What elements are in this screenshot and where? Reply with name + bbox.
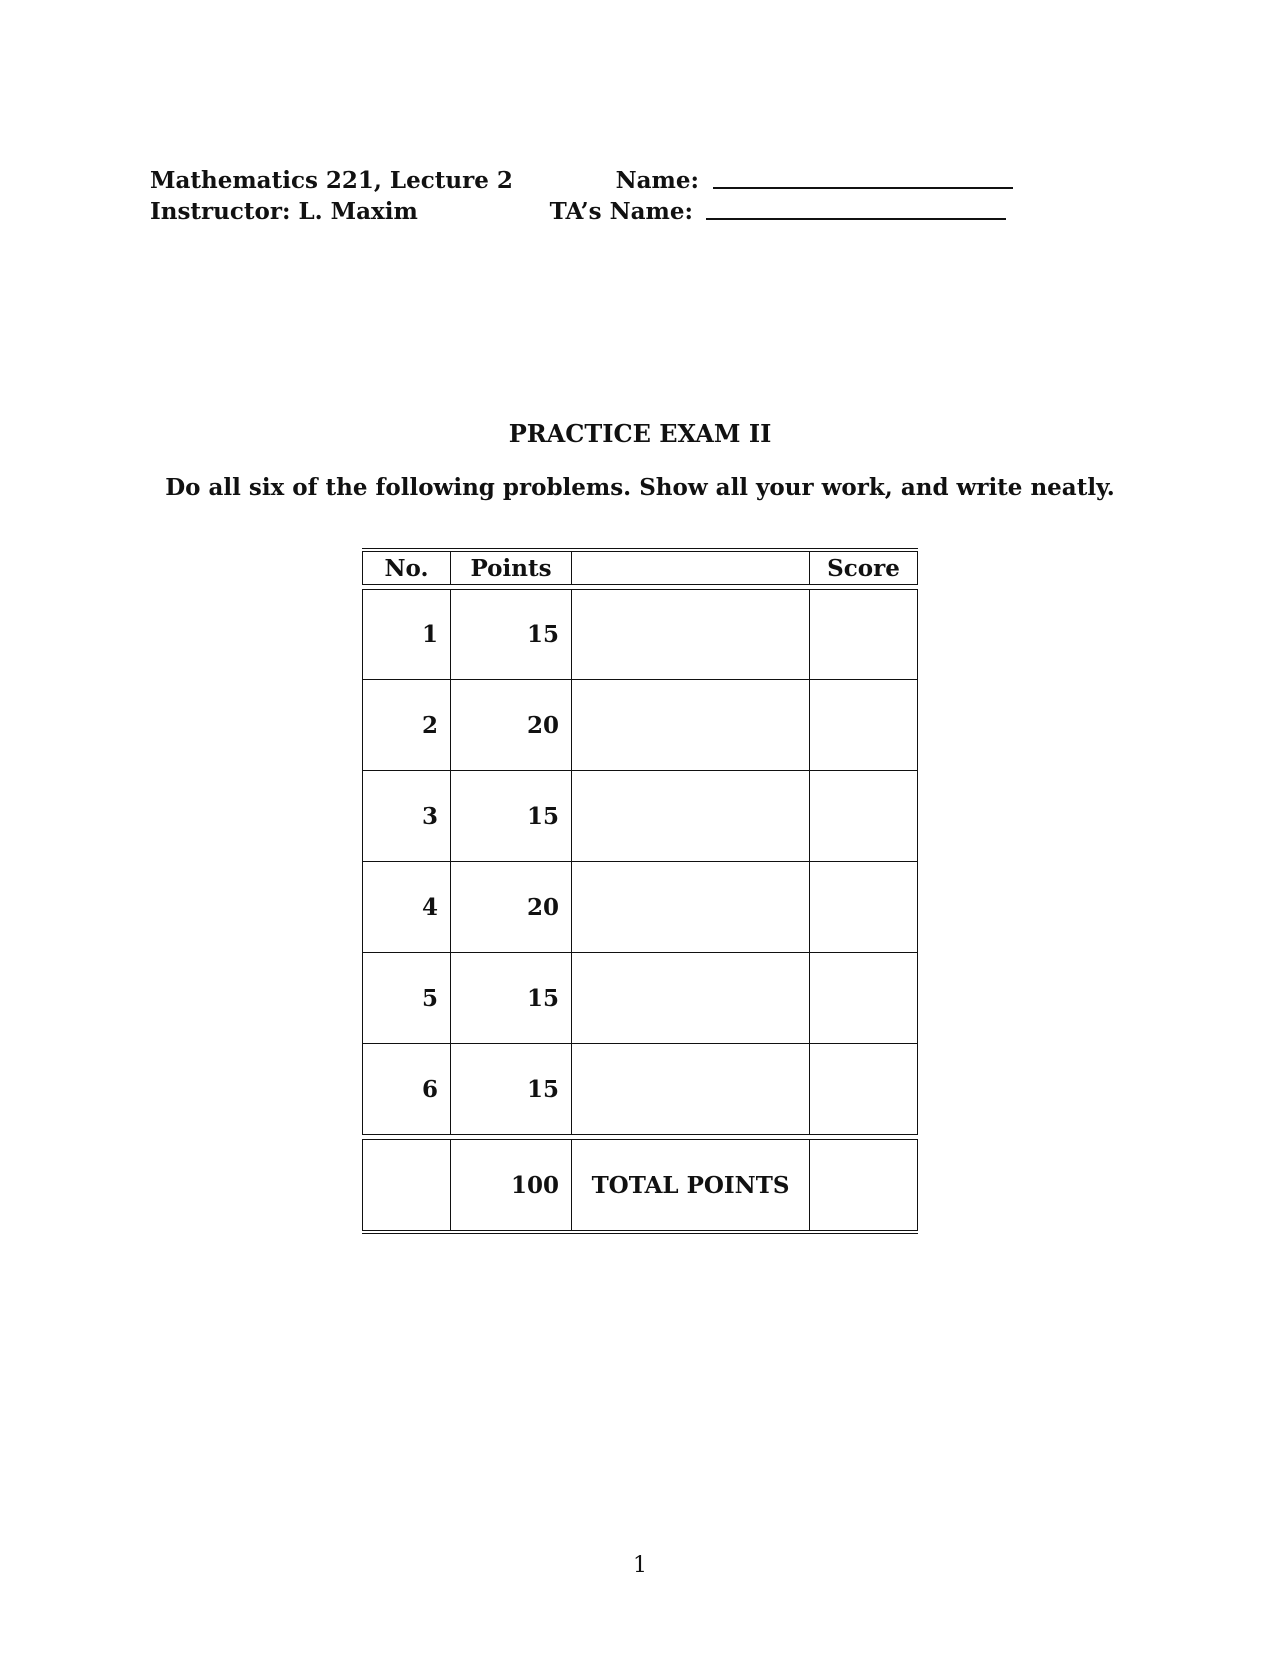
page-number: 1 bbox=[633, 1553, 647, 1578]
total-blank-cell bbox=[363, 1140, 451, 1230]
col-header-no: No. bbox=[363, 552, 451, 584]
table-bottom-double-rule bbox=[362, 1230, 918, 1234]
problem-number: 4 bbox=[363, 862, 451, 952]
table-row bbox=[362, 771, 918, 862]
col-header-points: Points bbox=[451, 552, 572, 584]
table-row bbox=[362, 680, 918, 771]
table-row bbox=[362, 862, 918, 953]
blank-cell bbox=[572, 953, 810, 1043]
problem-number: 3 bbox=[363, 771, 451, 861]
ta-name-blank-line[interactable] bbox=[706, 218, 1006, 220]
problem-points: 15 bbox=[451, 771, 572, 861]
name-blank-line[interactable] bbox=[713, 187, 1013, 189]
problem-number: 1 bbox=[363, 590, 451, 679]
score-cell[interactable] bbox=[810, 953, 917, 1043]
problem-points: 15 bbox=[451, 1044, 572, 1134]
score-table bbox=[362, 548, 918, 1234]
table-row bbox=[362, 953, 918, 1044]
name-label: Name: bbox=[615, 167, 699, 194]
blank-cell bbox=[572, 771, 810, 861]
table-row bbox=[362, 589, 918, 680]
score-cell[interactable] bbox=[810, 680, 917, 770]
blank-cell bbox=[572, 1044, 810, 1134]
table-row bbox=[362, 1044, 918, 1135]
exam-instructions: Do all six of the following problems. Show all your work, and write neatly. bbox=[165, 474, 1115, 501]
problem-number: 5 bbox=[363, 953, 451, 1043]
blank-cell bbox=[572, 680, 810, 770]
course-title: Mathematics 221, Lecture 2 bbox=[150, 167, 513, 194]
blank-cell bbox=[572, 590, 810, 679]
ta-name-label: TA’s Name: bbox=[549, 198, 693, 225]
table-header-row bbox=[362, 552, 918, 585]
total-label: TOTAL POINTS bbox=[572, 1140, 810, 1230]
score-cell[interactable] bbox=[810, 771, 917, 861]
col-header-blank bbox=[572, 552, 810, 584]
problem-points: 15 bbox=[451, 590, 572, 679]
total-score-cell[interactable] bbox=[810, 1140, 917, 1230]
score-cell[interactable] bbox=[810, 1044, 917, 1134]
problem-points: 20 bbox=[451, 862, 572, 952]
problem-points: 20 bbox=[451, 680, 572, 770]
problem-points: 15 bbox=[451, 953, 572, 1043]
problem-number: 6 bbox=[363, 1044, 451, 1134]
blank-cell bbox=[572, 862, 810, 952]
problem-number: 2 bbox=[363, 680, 451, 770]
total-row bbox=[362, 1139, 918, 1230]
total-points: 100 bbox=[451, 1140, 572, 1230]
col-header-score: Score bbox=[827, 554, 900, 582]
score-cell[interactable] bbox=[810, 590, 917, 679]
instructor-name: Instructor: L. Maxim bbox=[150, 198, 418, 225]
score-cell[interactable] bbox=[810, 862, 917, 952]
exam-title: PRACTICE EXAM II bbox=[508, 419, 772, 448]
